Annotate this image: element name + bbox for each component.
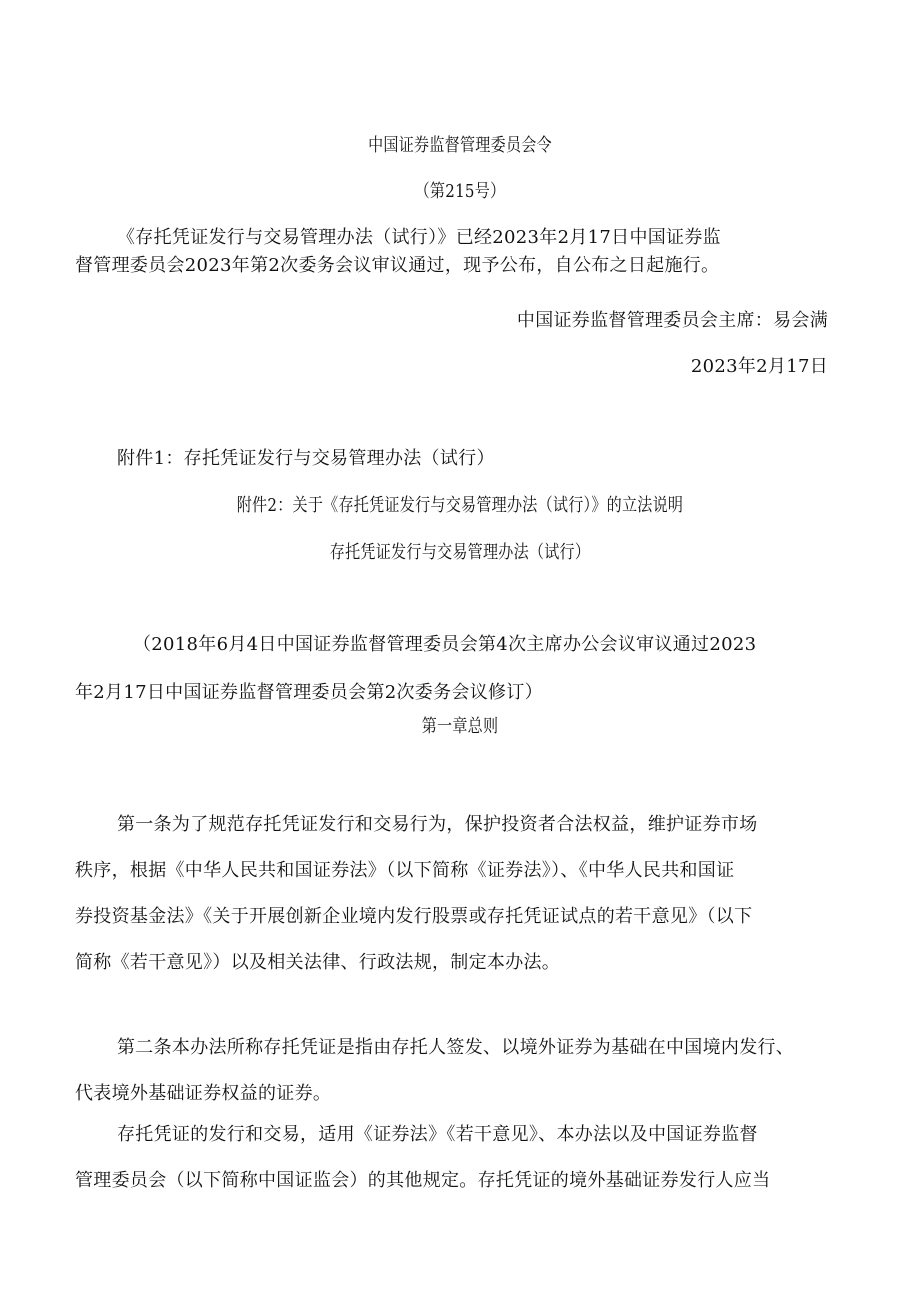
announcement-line-2: 督管理委员会2023年第2次委务会议审议通过，现予公布，自公布之日起施行。 (75, 255, 720, 276)
signatory: 中国证券监督管理委员会主席：易会满 (516, 310, 828, 331)
decree-number: （第215号） (414, 181, 506, 202)
article-1-line-2: 秩序，根据《中华人民共和国证券法》（以下简称《证券法》）、《中华人民共和国证 (75, 860, 735, 881)
article-1-line-1: 第一条为了规范存托凭证发行和交易行为，保护投资者合法权益，维护证券市场 (117, 814, 758, 835)
article-2b-line-1: 存托凭证的发行和交易，适用《证券法》《若干意见》、本办法以及中国证券监督 (117, 1124, 758, 1145)
article-1-line-3: 券投资基金法》《关于开展创新企业境内发行股票或存托凭证试点的若干意见》（以下 (75, 906, 753, 927)
article-2b-line-2: 管理委员会（以下简称中国证监会）的其他规定。存托凭证的境外基础证券发行人应当 (75, 1170, 771, 1191)
article-2-line-1: 第二条本办法所称存托凭证是指由存托人签发、以境外证券为基础在中国境内发行、 (117, 1037, 795, 1058)
chapter-heading: 第一章总则 (421, 716, 499, 737)
attachment-1-link[interactable]: 附件1：存托凭证发行与交易管理办法（试行） (117, 448, 495, 469)
article-1-line-4: 简称《若干意见》）以及相关法律、行政法规，制定本办法。 (75, 952, 561, 973)
decree-title: 中国证券监督管理委员会令 (368, 135, 552, 156)
attachment-2-link[interactable]: 附件2：关于《存托凭证发行与交易管理办法（试行）》的立法说明 (236, 495, 684, 516)
document-title: 存托凭证发行与交易管理办法（试行） (329, 542, 591, 563)
article-2-line-2: 代表境外基础证券权益的证券。 (75, 1083, 332, 1104)
decree-date: 2023年2月17日 (690, 356, 828, 377)
history-line-1: （2018年6月4日中国证券监督管理委员会第4次主席办公会议审议通过2023 (133, 634, 757, 655)
history-line-2: 年2月17日中国证券监督管理委员会第2次委务会议修订） (75, 682, 543, 703)
announcement-line-1: 《存托凭证发行与交易管理办法（试行）》已经2023年2月17日中国证券监 (117, 227, 721, 248)
